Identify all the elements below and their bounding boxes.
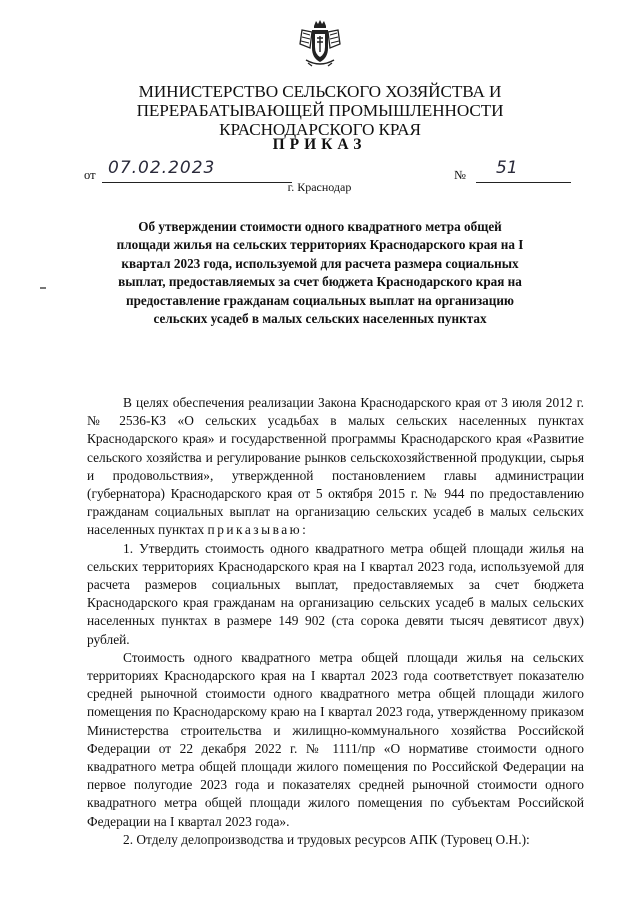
document-type: ПРИКАЗ [272, 136, 367, 153]
coat-of-arms-icon [298, 18, 342, 68]
number-prefix: № [454, 168, 466, 182]
date-value: 07.02.2023 [108, 158, 216, 178]
date-prefix: от [84, 168, 96, 182]
paragraph-item-2: 2. Отделу делопроизводства и трудовых ресурсов АПК (Туровец О.Н.): [123, 831, 530, 847]
paragraph-preamble [87, 394, 584, 540]
margin-mark [40, 287, 46, 289]
order-title: Об утверждении стоимости одного квадратного метра общей площади жилья на сельских территориях Краснодарского края на I квартал 2023 года, используемой для расчета размера социальных выплат, предоставляемых за счет бюджета Краснодарского края на предоставление гражданам социальных выплат на организацию сельских усадеб в малых сельских населенных пунктах [116, 219, 524, 327]
number-value: 51 [496, 158, 518, 178]
ministry-name: МИНИСТЕРСТВО СЕЛЬСКОГО ХОЗЯЙСТВА И ПЕРЕРАБАТЫВАЮЩЕЙ ПРОМЫШЛЕННОСТИ КРАСНОДАРСКОГО КРАЯ [136, 82, 504, 139]
paragraph-cost-basis: Стоимость одного квадратного метра общей площади жилья на сельских территориях Краснодарского края на I квартал 2023 года соответствует показателю средней рыночной стоимости одного квадратного метра общей площади жилого помещения по Краснодарскому краю на I квартал 2023 года, утвержденному приказом Министерства строительства и жилищно-коммунального хозяйства Российской Федерации от 22 декабря 2022 г. № 1111/пр «О нормативе стоимости одного квадратного метра общей площади жилого помещения по Российской Федерации на первое полугодие 2023 года и показателях средней рыночной стоимости одного квадратного метра общей площади жилого помещения по субъектам Российской Федерации на I квартал 2023 года». [87, 649, 584, 829]
preamble-text: В целях обеспечения реализации Закона Краснодарского края от 3 июля 2012 г. № 2536-КЗ «О сельских усадьбах в малых сельских населенных пунктах Краснодарского края» и государственной программы Краснодарского края «Развитие сельского хозяйства и регулирование рынков сельскохозяйственной продукции, сырья и продовольствия», утвержденной постановлением главы администрации (губернатора) Краснодарского края от 5 октября 2015 г. № 944 по предоставлению гражданам социальных выплат на организацию сельских усадеб в малых сельских населенных пунктах [87, 395, 584, 538]
paragraph-item-1: 1. Утвердить стоимость одного квадратного метра общей площади жилья на сельских территориях Краснодарского края на I квартал 2023 года, используемой для расчета размеров социальных выплат, предоставляемых за счет бюджета Краснодарского края гражданам на организацию сельских усадеб в малых сельских населенных пунктах в размере 149 902 (ста сорока девяти тысяч девятисот двух) рублей. [87, 540, 584, 647]
order-body [87, 394, 584, 849]
order-word: приказываю: [207, 522, 309, 538]
city: г. Краснодар [287, 180, 352, 194]
